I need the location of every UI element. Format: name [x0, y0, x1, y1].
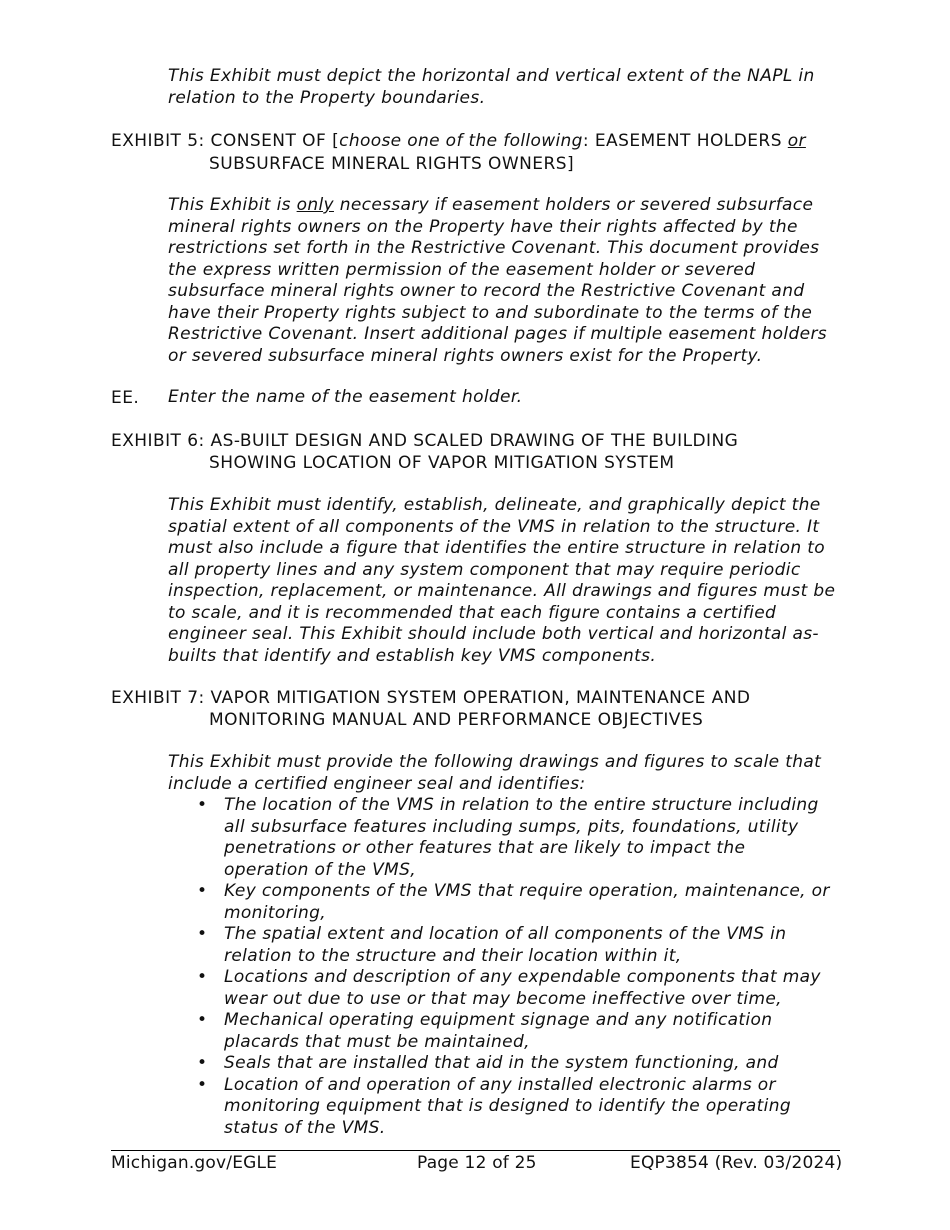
footer-page-number: Page 12 of 25	[417, 1153, 537, 1173]
list-item: • Mechanical operating equipment signage and any notification placards that must be maintained,	[197, 1010, 773, 1052]
or-emphasis: or	[787, 131, 806, 151]
choose-instruction: choose one of the following	[339, 131, 583, 151]
exhibit-5-heading-line1: EXHIBIT 5: CONSENT OF [choose one of the following: EASEMENT HOLDERS or	[111, 131, 806, 151]
bullet-icon: •	[197, 881, 208, 901]
list-item: • Key components of the VMS that require operation, maintenance, or monitoring,	[197, 881, 830, 923]
exhibit-7-body	[168, 752, 833, 1139]
exhibit-7-heading-line2: MONITORING MANUAL AND PERFORMANCE OBJECTIVES	[209, 710, 704, 730]
list-item: • The spatial extent and location of all components of the VMS in relation to the structure and their location within it,	[197, 924, 787, 966]
napl-extent-text: This Exhibit must depict the horizontal and vertical extent of the NAPL in relation to the Property boundaries.	[168, 66, 815, 108]
exhibit-7-paragraph: This Exhibit must provide the following drawings and figures to scale that include a certified engineer seal and identifies:	[168, 752, 822, 794]
footer-form-number: EQP3854 (Rev. 03/2024)	[630, 1153, 843, 1173]
exhibit-7-heading	[111, 687, 841, 731]
only-emphasis: only	[296, 195, 334, 215]
ee-label: EE.	[111, 388, 140, 408]
exhibit-7-heading-line1: EXHIBIT 7: VAPOR MITIGATION SYSTEM OPERATION, MAINTENANCE AND	[111, 688, 751, 708]
bullet-icon: •	[197, 795, 208, 815]
bullet-icon: •	[197, 924, 208, 944]
exhibit-6-heading-line2: SHOWING LOCATION OF VAPOR MITIGATION SYSTEM	[209, 453, 675, 473]
bullet-icon: •	[197, 1010, 208, 1030]
exhibit-5-heading-line2: SUBSURFACE MINERAL RIGHTS OWNERS]	[209, 153, 575, 174]
list-item: • Locations and description of any expendable components that may wear out due to use or that may become ineffective over time,	[197, 967, 821, 1009]
exhibit-5-paragraph: This Exhibit is only necessary if easement holders or severed subsurface mineral rights owners on the Property have their rights affected by the restrictions set forth in the Restrictive Covenant. This document provides the express written permission of the easement holder or severed subsurface mineral rights owner to record the Restrictive Covenant and have their Property rights subject to and subordinate to the terms of the Restrictive Covenant. Insert additional pages if multiple easement holders or severed subsurface mineral rights owners exist for the Property.	[168, 195, 827, 366]
list-item: • The location of the VMS in relation to the entire structure including all subsurface features including sumps, pits, foundations, utility penetrations or other features that are likely to impact the operation of the VMS,	[197, 795, 819, 880]
napl-extent-paragraph	[168, 66, 833, 109]
list-item: • Location of and operation of any installed electronic alarms or monitoring equipment that is designed to identify the operating status of the VMS.	[197, 1074, 791, 1138]
footer-divider	[111, 1150, 840, 1151]
exhibit-6-heading-line1: EXHIBIT 6: AS-BUILT DESIGN AND SCALED DRAWING OF THE BUILDING	[111, 431, 739, 451]
ee-instruction: Enter the name of the easement holder.	[168, 387, 523, 407]
list-item: • Seals that are installed that aid in the system functioning, and	[197, 1053, 779, 1073]
exhibit-6-heading	[111, 430, 841, 474]
bullet-icon: •	[197, 967, 208, 987]
footer-website: Michigan.gov/EGLE	[111, 1153, 278, 1173]
bullet-icon: •	[197, 1053, 208, 1073]
exhibit-6-paragraph: This Exhibit must identify, establish, delineate, and graphically depict the spatial extent of all components of the VMS in relation to the structure. It must also include a figure that identifies the entire structure in relation to all property lines and any system component that may require periodic inspection, replacement, or maintenance. All drawings and figures must be to scale, and it is recommended that each figure contains a certified engineer seal. This Exhibit should include both vertical and horizontal as-builts that identify and establish key VMS components.	[168, 495, 836, 666]
exhibit-5-heading	[111, 130, 841, 175]
bullet-icon: •	[197, 1074, 208, 1095]
